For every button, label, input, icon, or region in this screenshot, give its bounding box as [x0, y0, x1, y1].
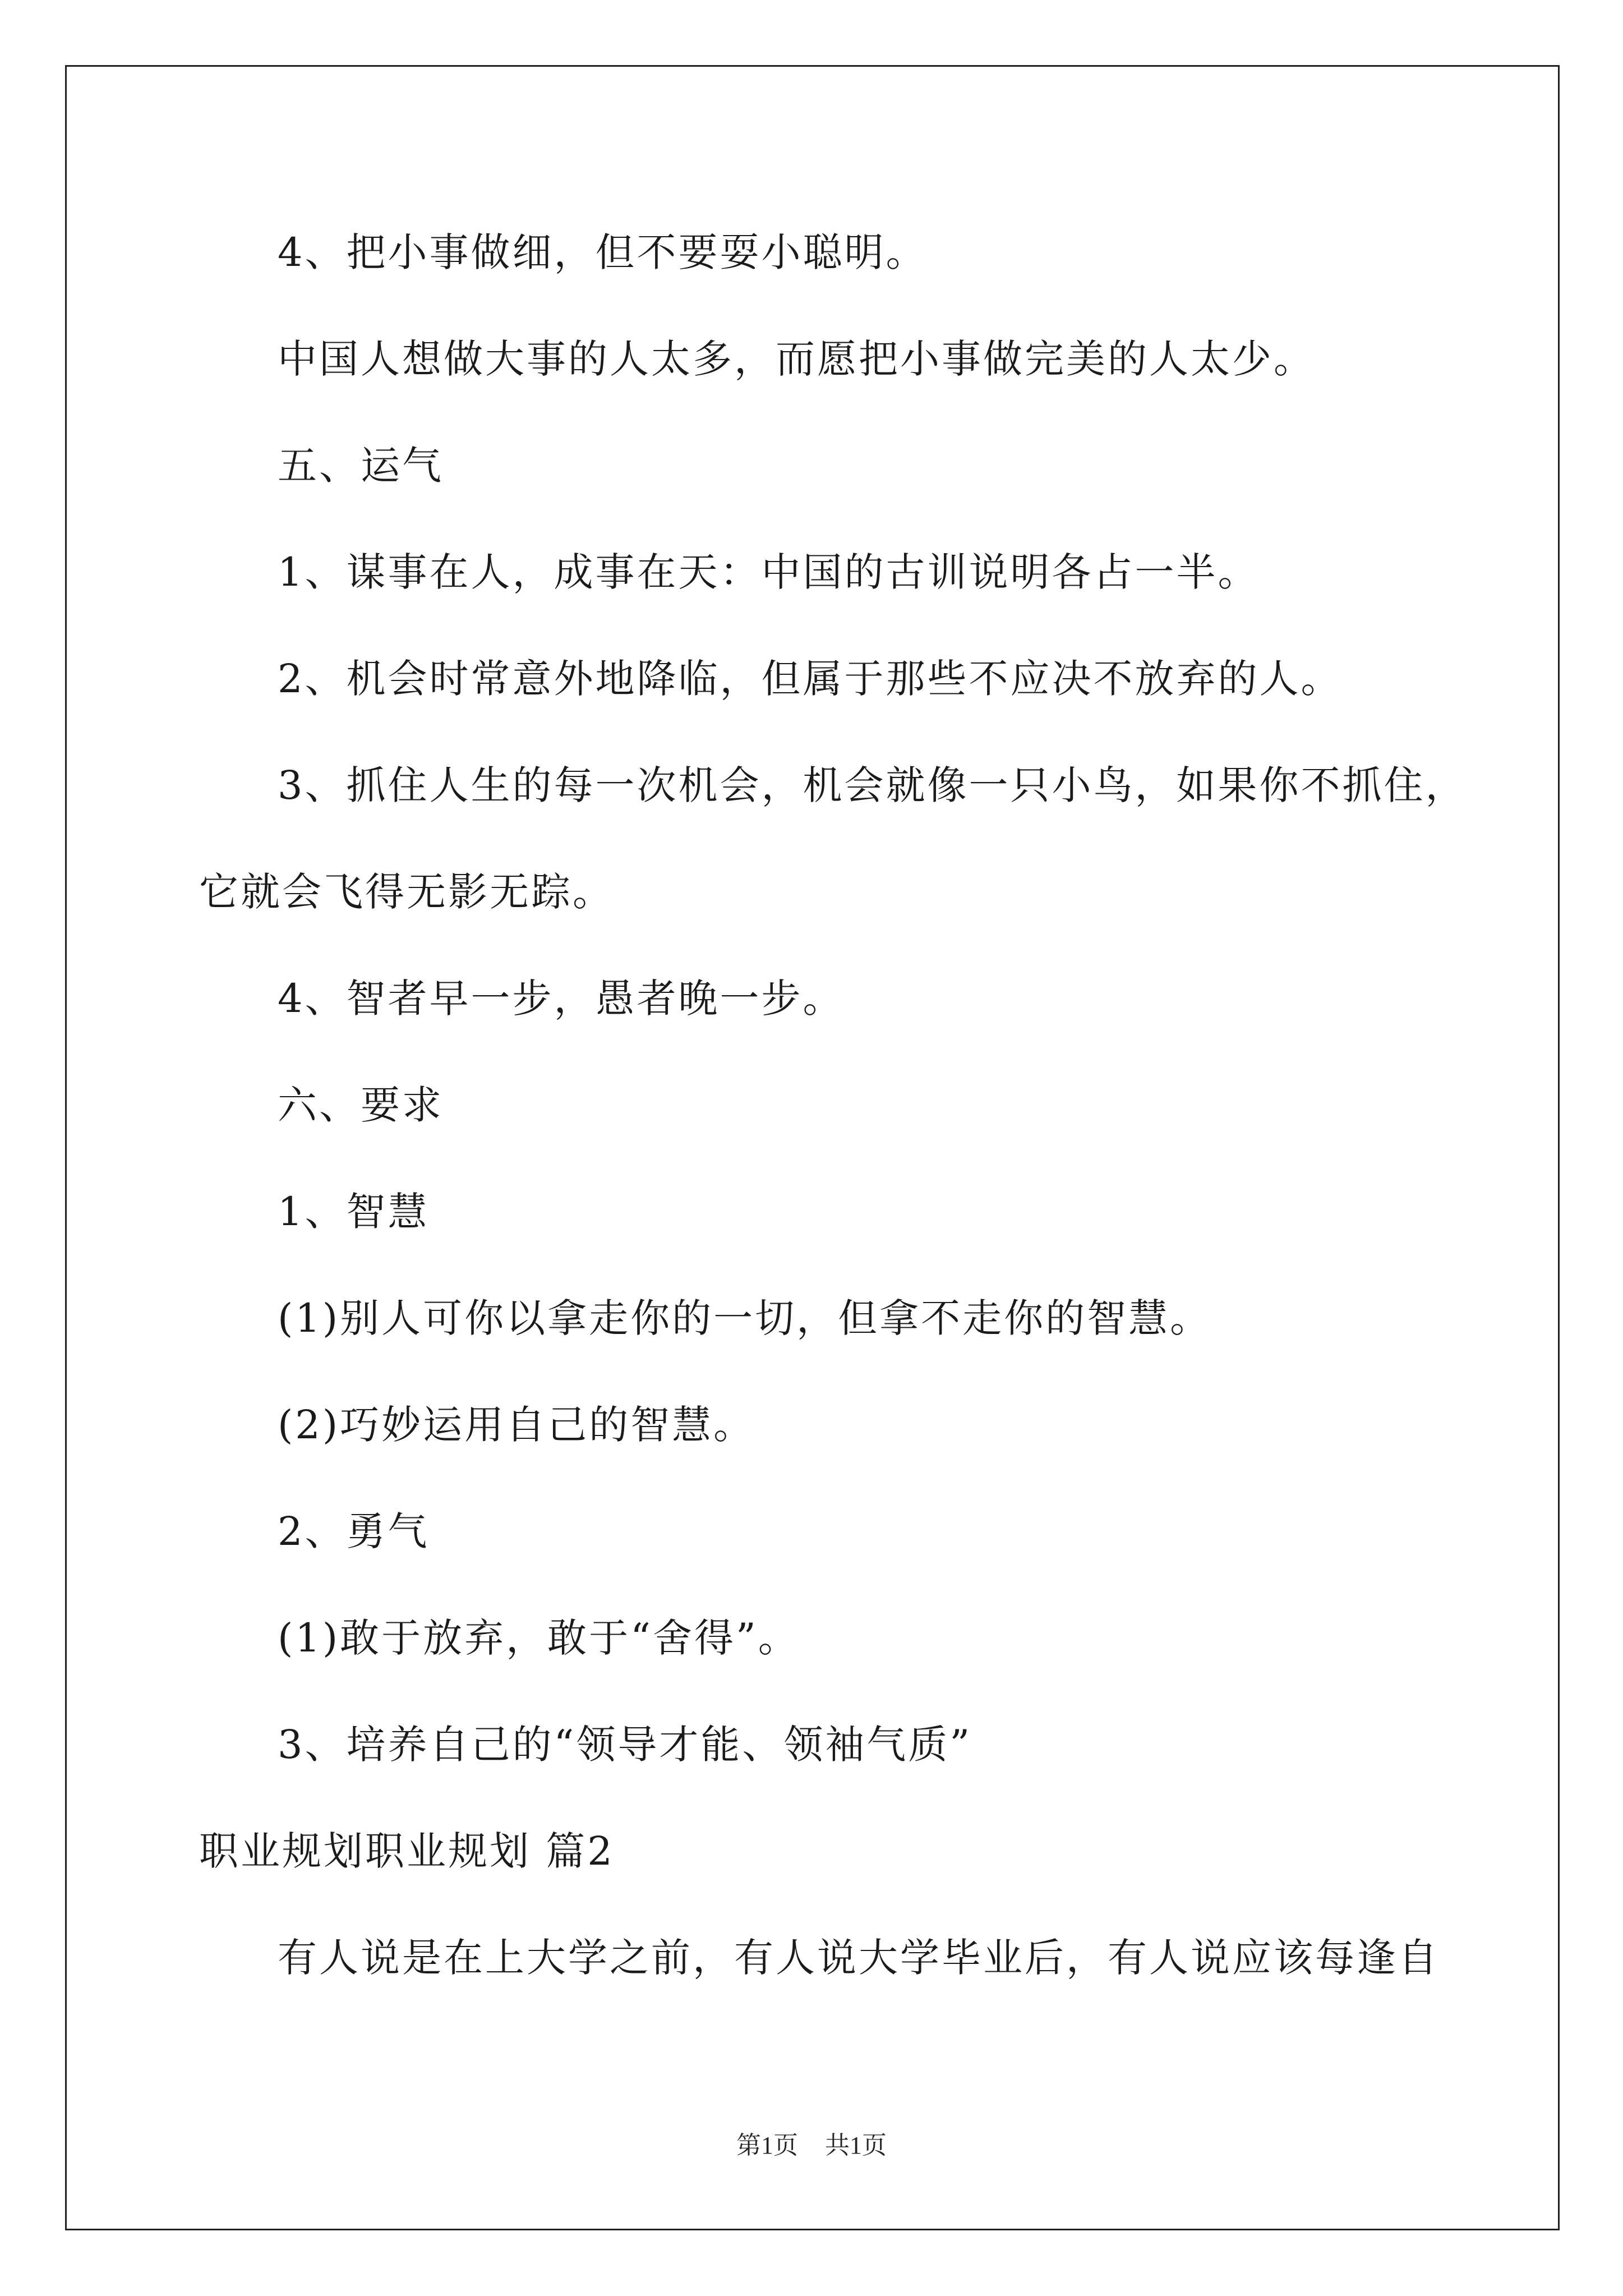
section-heading: 六、要求	[278, 1082, 444, 1128]
paragraph-line: 4、把小事做细，但不要耍小聪明。	[278, 229, 928, 275]
paragraph-line: 2、勇气	[278, 1508, 430, 1554]
paragraph-line: 3、培养自己的“领导才能、领袖气质”	[278, 1722, 972, 1768]
paragraph-line: (1)别人可你以拿走你的一切，但拿不走你的智慧。	[278, 1295, 1212, 1341]
paragraph-line: 它就会飞得无影无踪。	[199, 869, 614, 915]
paragraph-line: 有人说是在上大学之前，有人说大学毕业后，有人说应该每逢自	[278, 1935, 1440, 1981]
page-footer	[0, 2129, 1623, 2162]
article-title: 职业规划职业规划 篇2	[199, 1828, 615, 1874]
page-number: 第1页	[736, 2132, 798, 2159]
paragraph-line: (2)巧妙运用自己的智慧。	[278, 1402, 755, 1448]
paragraph-line: 1、智慧	[278, 1189, 430, 1235]
paragraph-line: 2、机会时常意外地降临，但属于那些不应决不放弃的人。	[278, 656, 1343, 702]
paragraph-line: 1、谋事在人，成事在天：中国的古训说明各占一半。	[278, 549, 1260, 595]
paragraph-line: (1)敢于放弃，敢于“舍得”。	[278, 1615, 800, 1661]
paragraph-line: 3、抓住人生的每一次机会，机会就像一只小鸟，如果你不抓住，	[278, 762, 1467, 808]
page-border	[65, 65, 1560, 2230]
paragraph-line: 中国人想做大事的人太多，而愿把小事做完美的人太少。	[278, 336, 1315, 382]
section-heading: 五、运气	[278, 443, 444, 489]
total-pages: 共1页	[825, 2132, 887, 2159]
paragraph-line: 4、智者早一步，愚者晚一步。	[278, 976, 845, 1022]
